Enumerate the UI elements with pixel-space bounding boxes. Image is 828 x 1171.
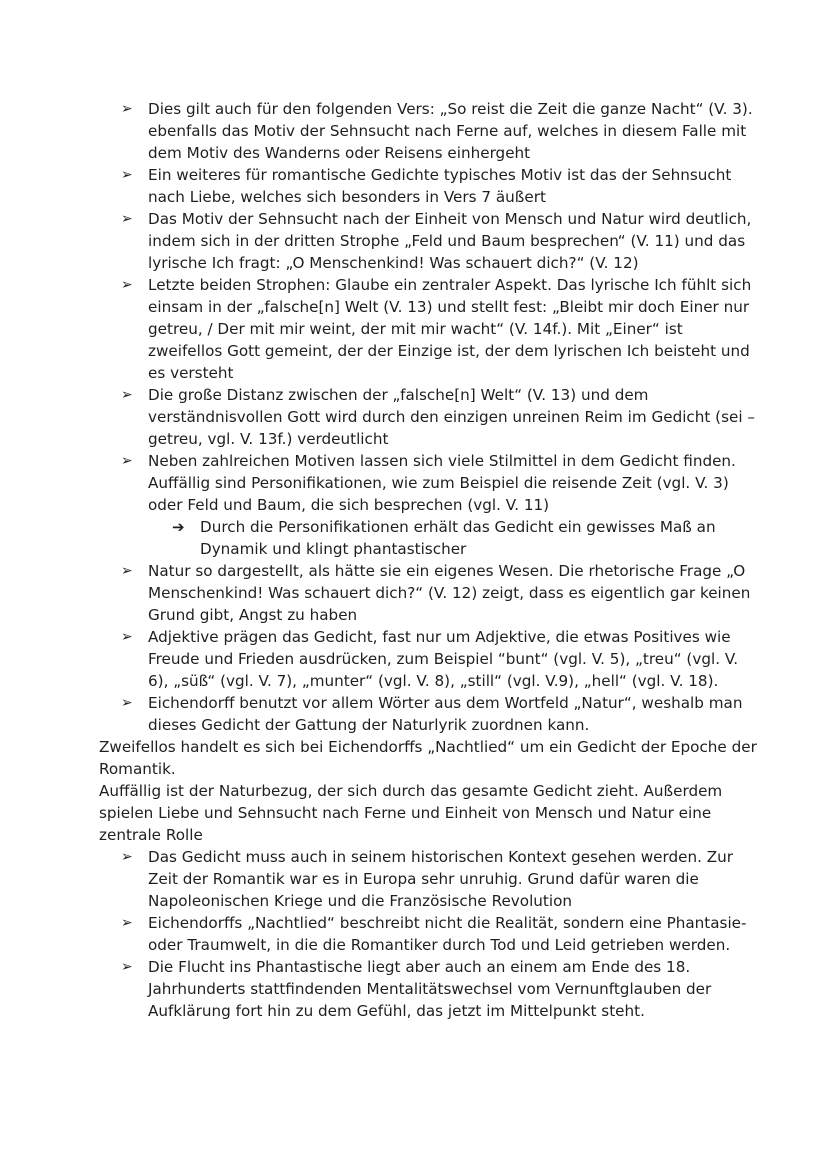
bullet-arrowhead-icon: ➢	[121, 211, 133, 227]
text-line: Dynamik und klingt phantastischer	[200, 540, 467, 558]
bullet-arrowhead-icon: ➢	[121, 101, 133, 117]
bullet-item	[99, 208, 752, 274]
bullet-item	[99, 164, 739, 208]
text-line: Neben zahlreichen Motiven lassen sich viele Stilmittel in dem Gedicht finden.	[148, 452, 736, 470]
bullet-item	[99, 626, 739, 692]
text-line: getreu, vgl. V. 13f.) verdeutlicht	[148, 430, 389, 448]
bullet-arrowhead-icon: ➢	[121, 563, 133, 579]
text-line: ebenfalls das Motiv der Sehnsucht nach Ferne auf, welches in diesem Falle mit	[148, 122, 747, 140]
text-line: Die große Distanz zwischen der „falsche[n] Welt“ (V. 13) und dem	[148, 386, 649, 404]
text-line: Grund gibt, Angst zu haben	[148, 606, 358, 624]
bullet-arrowhead-icon: ➢	[121, 959, 133, 975]
paragraph	[99, 736, 757, 780]
text-line: nach Liebe, welches sich besonders in Vers 7 äußert	[148, 188, 546, 206]
text-line: Romantik.	[99, 760, 176, 778]
arrow-sub-item	[99, 516, 739, 560]
text-line: Freude und Frieden ausdrücken, zum Beispiel “bunt“ (vgl. V. 5), „treu“ (vgl. V.	[148, 650, 739, 668]
text-line: Adjektive prägen das Gedicht, fast nur um Adjektive, die etwas Positives wie	[148, 628, 731, 646]
bullet-item	[99, 274, 752, 384]
bullet-item	[99, 560, 751, 626]
text-line: dem Motiv des Wanderns oder Reisens einhergeht	[148, 144, 531, 162]
bullet-arrowhead-icon: ➢	[121, 167, 133, 183]
bullet-item	[99, 692, 743, 736]
text-line: es versteht	[148, 364, 234, 382]
bullet-arrowhead-icon: ➢	[121, 277, 133, 293]
text-line: Durch die Personifikationen erhält das Gedicht ein gewisses Maß an	[200, 518, 716, 536]
text-line: Ein weiteres für romantische Gedichte typisches Motiv ist das der Sehnsucht	[148, 166, 732, 184]
text-line: Das Motiv der Sehnsucht nach der Einheit von Mensch und Natur wird deutlich,	[148, 210, 752, 228]
text-line: zweifellos Gott gemeint, der der Einzige ist, der dem lyrischen Ich beisteht und	[148, 342, 750, 360]
text-line: Jahrhunderts stattfindenden Mentalitätswechsel vom Vernunftglauben der	[148, 980, 712, 998]
text-line: spielen Liebe und Sehnsucht nach Ferne und Einheit von Mensch und Natur eine	[99, 804, 712, 822]
bullet-item	[99, 450, 739, 516]
text-line: Natur so dargestellt, als hätte sie ein eigenes Wesen. Die rhetorische Frage „O	[148, 562, 746, 580]
text-line: Aufklärung fort hin zu dem Gefühl, das jetzt im Mittelpunkt steht.	[148, 1002, 645, 1020]
text-line: Zweifellos handelt es sich bei Eichendorffs „Nachtlied“ um ein Gedicht der Epoche der	[99, 738, 757, 756]
text-line: Dies gilt auch für den folgenden Vers: „So reist die Zeit die ganze Nacht“ (V. 3).	[148, 100, 753, 118]
right-arrow-icon: ➔	[172, 518, 185, 536]
bullet-arrowhead-icon: ➢	[121, 849, 133, 865]
text-line: verständnisvollen Gott wird durch den einzigen unreinen Reim im Gedicht (sei –	[148, 408, 756, 426]
bullet-arrowhead-icon: ➢	[121, 629, 133, 645]
text-line: Auffällig sind Personifikationen, wie zum Beispiel die reisende Zeit (vgl. V. 3)	[148, 474, 729, 492]
bullet-arrowhead-icon: ➢	[121, 695, 133, 711]
text-line: einsam in der „falsche[n] Welt (V. 13) und stellt fest: „Bleibt mir doch Einer nur	[148, 298, 750, 316]
document-body	[99, 98, 757, 1022]
text-line: Letzte beiden Strophen: Glaube ein zentraler Aspekt. Das lyrische Ich fühlt sich	[148, 276, 752, 294]
text-line: zentrale Rolle	[99, 826, 203, 844]
bullet-item	[99, 384, 756, 450]
text-line: Menschenkind! Was schauert dich?“ (V. 12) zeigt, dass es eigentlich gar keinen	[148, 584, 751, 602]
bullet-item	[99, 912, 747, 956]
bullet-item	[99, 98, 753, 164]
text-line: getreu, / Der mit mir weint, der mit mir wacht“ (V. 14f.). Mit „Einer“ ist	[148, 320, 683, 338]
text-line: dieses Gedicht der Gattung der Naturlyrik zuordnen kann.	[148, 716, 590, 734]
text-line: oder Feld und Baum, die sich besprechen (vgl. V. 11)	[148, 496, 550, 514]
bullet-item	[99, 956, 739, 1022]
paragraph	[99, 780, 739, 846]
text-line: Napoleonischen Kriege und die Französische Revolution	[148, 892, 573, 910]
bullet-arrowhead-icon: ➢	[121, 915, 133, 931]
text-line: lyrische Ich fragt: „O Menschenkind! Was schauert dich?“ (V. 12)	[148, 254, 639, 272]
text-line: Eichendorffs „Nachtlied“ beschreibt nicht die Realität, sondern eine Phantasie-	[148, 914, 747, 932]
text-line: 6), „süß“ (vgl. V. 7), „munter“ (vgl. V. 8), „still“ (vgl. V.9), „hell“ (vgl. V. 18).	[148, 672, 719, 690]
text-line: Auffällig ist der Naturbezug, der sich durch das gesamte Gedicht zieht. Außerdem	[99, 782, 723, 800]
bullet-arrowhead-icon: ➢	[121, 453, 133, 469]
bullet-arrowhead-icon: ➢	[121, 387, 133, 403]
text-line: Eichendorff benutzt vor allem Wörter aus dem Wortfeld „Natur“, weshalb man	[148, 694, 743, 712]
text-line: oder Traumwelt, in die die Romantiker durch Tod und Leid getrieben werden.	[148, 936, 731, 954]
text-line: indem sich in der dritten Strophe „Feld und Baum besprechen“ (V. 11) und das	[148, 232, 746, 250]
bullet-item	[99, 846, 739, 912]
text-line: Die Flucht ins Phantastische liegt aber auch an einem am Ende des 18.	[148, 958, 691, 976]
text-line: Das Gedicht muss auch in seinem historischen Kontext gesehen werden. Zur	[148, 848, 734, 866]
text-line: Zeit der Romantik war es in Europa sehr unruhig. Grund dafür waren die	[148, 870, 699, 888]
